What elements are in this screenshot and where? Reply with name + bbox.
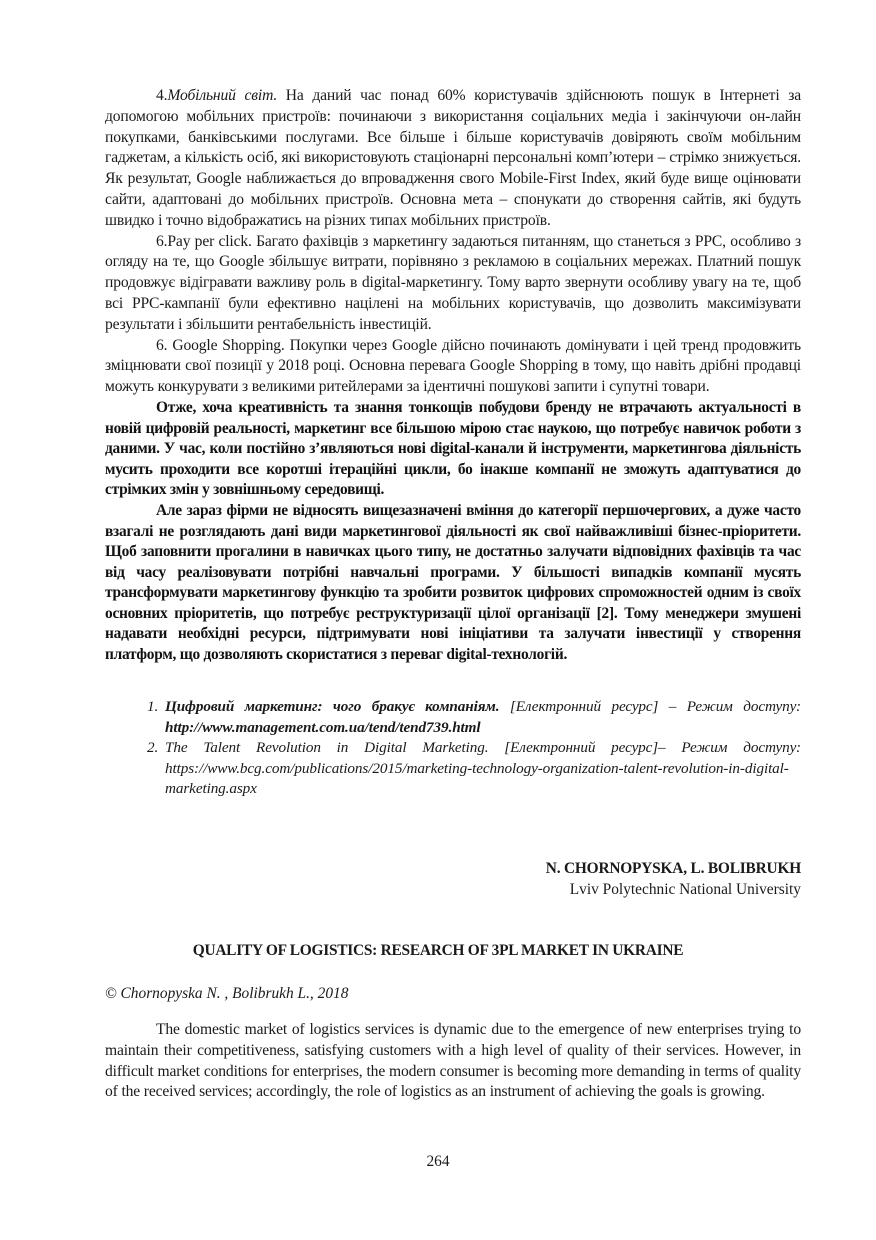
paragraph-google-shopping: 6. Google Shopping. Покупки через Google дійсно починають домінувати і цей тренд продовжить зміцнювати свої позиції у 2018 році. Основна перевага Google Shopping в тому, що навіть дрібні продавці можуть конкурувати з великими ритейлерами за ідентичні пошукові запити і супутні товари. (105, 336, 801, 396)
paragraph-conclusion-2: Але зараз фірми не відносять вищезазначені вміння до категорії першочергових, а дуже часто взагалі не розглядають дані види маркетингової діяльності як свої найважливіші бізнес-пріоритети. Щоб заповнити прогалини в навичках цього типу, не достатньо залучати відповідних фахівців та час від часу реалізовувати потрібні навчальні програми. У більшості випадків компанії мусять трансформувати маркетингову функцію та зробити розвиток цифрових спроможностей одним із своїх основних пріоритетів, що потребує реструктуризації цілої організації [2]. Тому менеджери змушені надавати необхідні ресурси, підтримувати нові ініціативи та залучати інвестиції у створення платформ, що дозволяють скористатися з переваг digital-технологій. (105, 501, 801, 664)
reference-url[interactable]: http://www.management.com.ua/tend/tend739.html (165, 718, 481, 736)
item-heading: Мобільний світ. (167, 87, 278, 104)
item-number: 4. (156, 87, 168, 104)
reference-item (143, 697, 801, 738)
reference-note: [Електронний ресурс] – Режим доступу: (499, 698, 802, 715)
reference-item (143, 738, 801, 800)
paragraph-ppc: 6.Pay per click. Багато фахівців з маркетингу задаються питанням, що станеться з PPC, особливо з огляду на те, що Google збільшує витрати, порівняно з рекламою в соціальних мережах. Платний пошук продовжує відігравати важливу роль в digital-маркетингу. Тому варто звернути особливу увагу на те, щоб всі PPC-кампанії були ефективно націлені на мобільних користувачів, що дозволить максимізувати результати і збільшити рентабельність інвестицій. (105, 232, 801, 333)
reference-number: 2. (147, 739, 159, 757)
reference-note: [Електронний ресурс]– Режим доступу: (488, 739, 801, 757)
author-block (546, 859, 801, 900)
reference-title: Цифровий маркетинг: чого бракує компаніям. (165, 698, 500, 715)
article-intro (105, 1020, 801, 1103)
reference-url[interactable]: https://www.bcg.com/publications/2015/marketing-technology-organization-talent-revolution-in-digital-marketing.aspx (165, 759, 789, 798)
copyright-line: © Chornopyska N. , Bolibrukh L., 2018 (105, 985, 349, 1002)
paragraph-conclusion-1: Отже, хоча креативність та знання тонкощів побудови бренду не втрачають актуальності в новій цифровій реальності, маркетинг все більшою мірою стає наукою, що потребує навичок роботи з даними. У час, коли постійно з’являються нові digital-канали й інструменти, маркетингова діяльність мусить проходити все коротші ітераційні цикли, бо інакше компанії не зможуть адаптуватися до стрімких змін у зовнішньому середовищі. (105, 398, 801, 499)
intro-paragraph: The domestic market of logistics services is dynamic due to the emergence of new enterprises trying to maintain their competitiveness, satisfying customers with a high level of quality of their services. However, in difficult market conditions for enterprises, the modern consumer is becoming more demanding in terms of quality of the received services; accordingly, the role of logistics as an instrument of achieving the goals is growing. (105, 1021, 801, 1101)
reference-number: 1. (147, 698, 159, 715)
paragraph-mobile-world (105, 86, 801, 232)
page-number: 264 (426, 1153, 450, 1170)
article-title: QUALITY OF LOGISTICS: RESEARCH OF 3PL MARKET IN UKRAINE (192, 942, 684, 959)
reference-title: The Talent Revolution in Digital Marketing. (165, 739, 489, 757)
author-affiliation: Lviv Polytechnic National University (569, 881, 801, 898)
reference-list (143, 697, 801, 800)
paragraph-text: На даний час понад 60% користувачів здійснюють пошук в Інтернеті за допомогою мобільних пристроїв: починаючи з використання соціальних медіа і закінчуючи он-лайн покупками, банківськими послугами. Все більше і більше користувачів довіряють своїм мобільним гаджетам, а кількість осіб, які використовують стаціонарні персональні комп’ютери – стрімко знижується. Як результат, Google наближається до впровадження свого Mobile-First Index, який буде вище оцінювати сайти, адаптовані до мобільних пристроїв. Основна мета – спонукати до створення сайтів, які будуть швидко і точно відображатись на різних типах мобільних пристроїв. (105, 87, 801, 229)
ukrainian-section (105, 86, 801, 666)
author-names: N. CHORNOPYSKA, L. BOLIBRUKH (545, 860, 801, 877)
